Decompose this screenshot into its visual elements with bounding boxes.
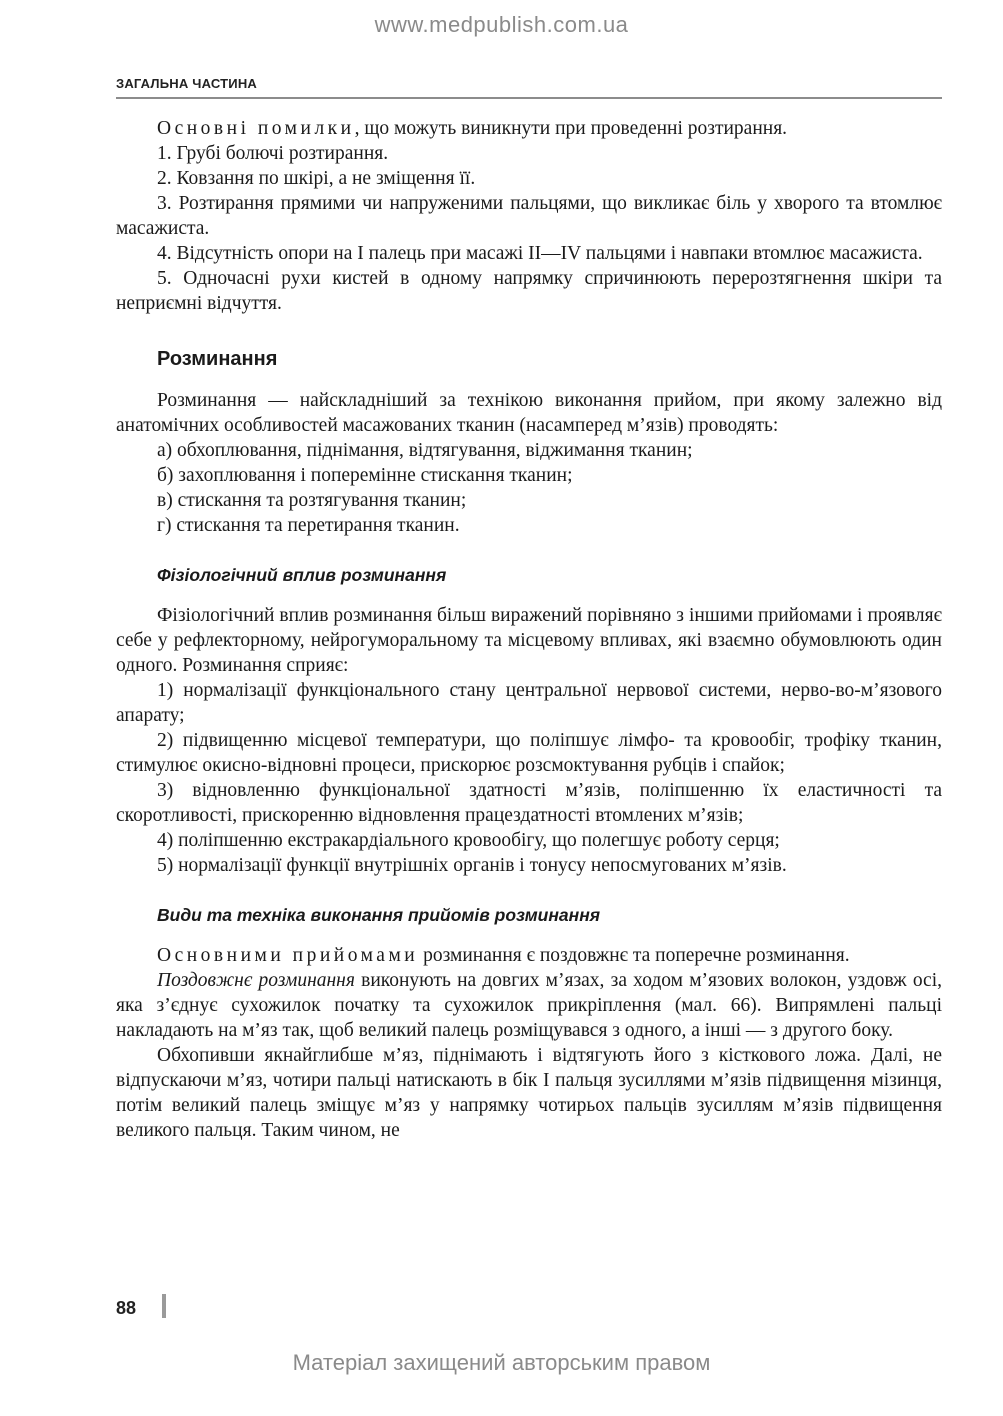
list-item: б) захоплювання і поперемінне стискання тканин; [157,465,573,486]
page-body [116,116,942,1143]
list-item: 5. Одночасні рухи кистей в одному напрямку спричинюють перерозтягнення шкіри та неприємні відчуття. [116,268,942,314]
page-number-bar [162,1294,166,1318]
list-item: в) стискання та розтягування тканин; [157,490,467,511]
list-item: а) обхоплювання, піднімання, відтягування, віджимання тканин; [157,440,693,461]
list-item: 4. Відсутність опори на I палець при масажі II—IV пальцями і навпаки втомлює масажиста. [157,243,923,264]
section-heading-kneading: Розминання [157,348,278,370]
copyright-notice: Матеріал захищений авторським правом [292,1350,711,1375]
watermark-url: www.medpublish.com.ua [374,12,629,37]
list-item: г) стискання та перетирання тканин. [157,515,460,536]
list-item: 3) відновленню функціональної здатності м’язів, поліпшенню їх еластичності та скоротливості, прискоренню відновлення працездатності втомлених м’язів; [116,780,942,826]
subheading-physiology: Фізіологічний вплив розминання [157,565,447,585]
errors-lead: Основні помилки, що можуть виникнути при проведенні розтирання. [157,118,788,139]
spaced-term: Основними прийомами [157,945,419,966]
italic-term: Поздовжнє розминання [157,970,355,991]
list-item: 4) поліпшенню екстракардіального кровообігу, що полегшує роботу серця; [157,830,780,851]
paragraph: Розминання — найскладніший за технікою виконання прийом, при якому залежно від анатомічних особливостей масажованих тканин (насамперед м’язів) проводять: [116,390,942,436]
list-item: 1) нормалізації функціонального стану центральної нервової системи, нерво-во-м’язового апарату; [116,680,942,726]
paragraph: Обхопивши якнайглибше м’яз, піднімають і відтягують його з кісткового ложа. Далі, не відпускаючи м’яз, чотири пальці натискають в бік I пальця зусиллями м’язів підвищення мізинця, потім великий палець зміщує м’яз у напрямку чотирьох пальців зусиллям м’язів підвищення великого пальця. Таким чином, не [116,1045,942,1141]
list-item: 2) підвищенню місцевої температури, що поліпшує лімфо- та кровообіг, трофіку тканин, стимулює окисно-відновні процеси, прискорює розсмоктування рубців і спайок; [116,730,942,776]
list-item: 1. Грубі болючі розтирання. [157,143,389,164]
list-item: 5) нормалізації функції внутрішніх органів і тонусу непосмугованих м’язів. [157,855,787,876]
list-item: 3. Розтирання прямими чи напруженими пальцями, що викликає біль у хворого та втомлює масажиста. [116,193,942,239]
header-rule [116,97,942,99]
spaced-term: Основні помилки [157,118,355,139]
paragraph: Поздовжнє розминання виконують на довгих м’язах, за ходом м’язових волокон, уздовж осі, яка з’єднує сухожилок початку та сухожилок прикріплення (мал. 66). Випрямлені пальці накладають на м’яз так, щоб великий палець розміщувався з одного, а інші — з другого боку. [116,970,943,1041]
subheading-techniques: Види та техніка виконання прийомів розминання [157,905,601,925]
list-item: 2. Ковзання по шкірі, а не зміщення її. [157,168,476,189]
paragraph: Фізіологічний вплив розминання більш виражений порівняно з іншими прийомами і проявляє себе у рефлекторному, нейрогуморальному та місцевому впливах, які взаємно обумовлюють один одного. Розминання сприяє: [116,605,942,676]
paragraph: Основними прийомами розминання є поздовжнє та поперечне розминання. [157,945,850,966]
running-header: ЗАГАЛЬНА ЧАСТИНА [116,76,258,91]
page-number: 88 [116,1298,137,1318]
